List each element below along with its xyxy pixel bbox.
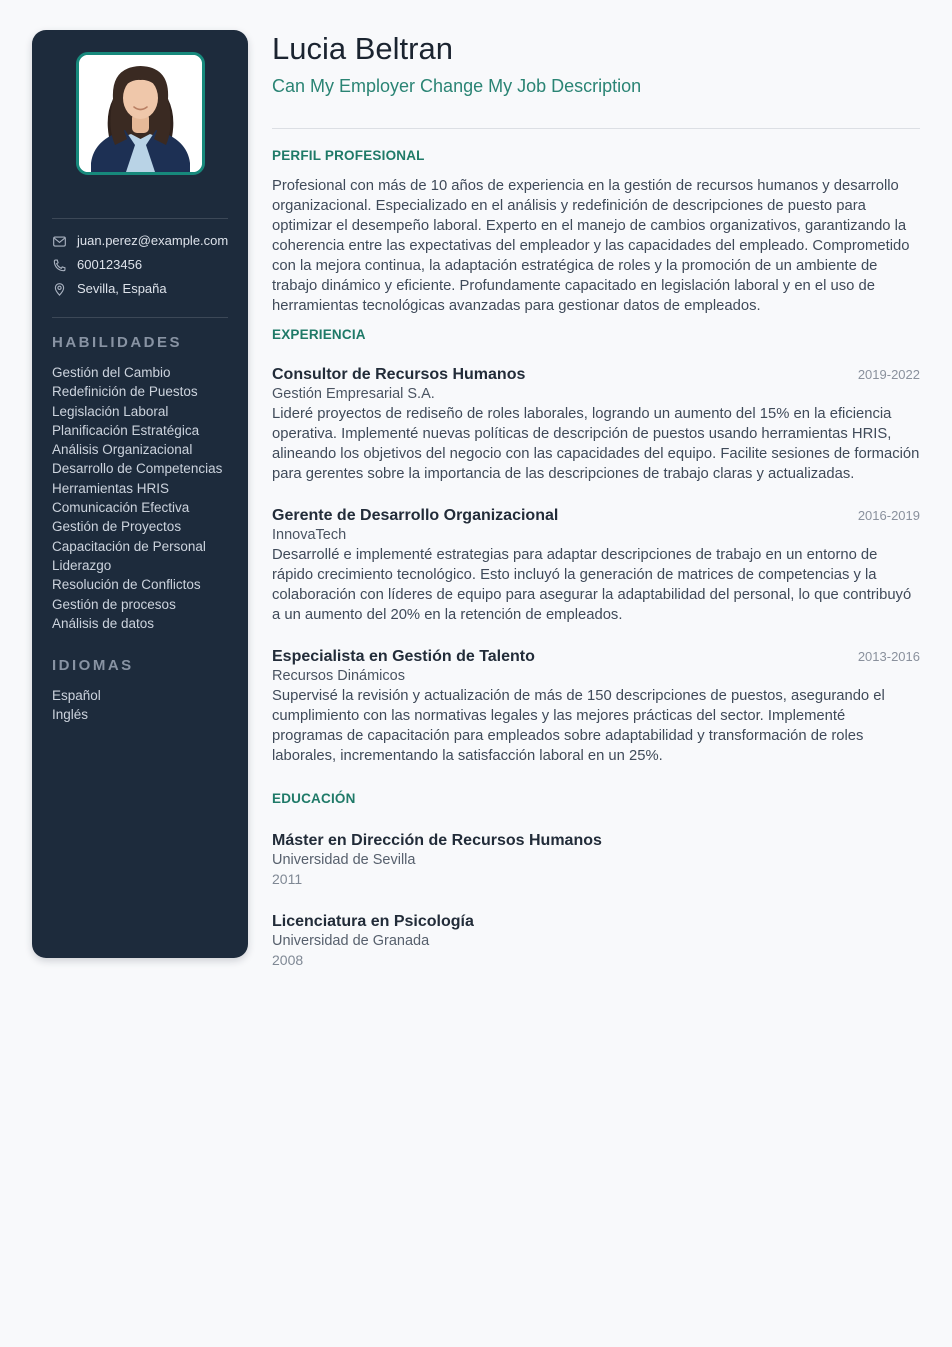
degree-year: 2008: [272, 952, 304, 968]
degree-school: Universidad de Granada: [272, 933, 430, 949]
experience-section-title: EXPERIENCIA: [272, 327, 366, 342]
degree-entry: [272, 912, 920, 969]
job-company: InnovaTech: [272, 527, 347, 543]
contact-location: [52, 281, 228, 297]
languages-heading: IDIOMAS: [52, 657, 134, 675]
degree-year: 2011: [272, 871, 303, 887]
job-title: Especialista en Gestión de Talento: [272, 648, 535, 665]
skill-item: Resolución de Conflictos: [52, 577, 201, 593]
job-header: [272, 647, 920, 667]
contact-section: [52, 233, 228, 297]
skill-item: Herramientas HRIS: [52, 480, 170, 496]
job-header: [272, 365, 920, 385]
contact-phone: [52, 257, 228, 273]
skill-item: Capacitación de Personal: [52, 538, 206, 554]
degree-title: Licenciatura en Psicología: [272, 913, 474, 930]
job-dates: 2013-2016: [857, 649, 920, 664]
header-divider: [272, 128, 920, 129]
job-entry: [272, 365, 920, 484]
job-title: Gerente de Desarrollo Organizacional: [272, 507, 559, 524]
education-section-title: EDUCACIÓN: [272, 791, 356, 806]
degree-school: Universidad de Sevilla: [272, 852, 416, 868]
skill-item: Planificación Estratégica: [52, 422, 200, 438]
skill-item: Legislación Laboral: [52, 403, 169, 419]
contact-email: [52, 233, 228, 249]
job-entry: [272, 506, 920, 625]
skill-item: Análisis Organizacional: [52, 442, 193, 458]
main-content: [272, 30, 920, 969]
phone-icon: [52, 258, 67, 273]
contact-location-text: Sevilla, España: [77, 281, 167, 296]
degree-title: Máster en Dirección de Recursos Humanos: [272, 832, 602, 849]
skill-item: Gestión de Proyectos: [52, 519, 182, 535]
skills-heading: HABILIDADES: [52, 334, 183, 351]
job-company: Gestión Empresarial S.A.: [272, 386, 435, 402]
skill-item: Comunicación Efectiva: [52, 500, 190, 516]
job-company: Recursos Dinámicos: [272, 668, 405, 684]
profile-text: Profesional con más de 10 años de experiencia en la gestión de recursos humanos y desarrollo organizacional. Especializado en el análisis y redefinición de descripciones de puesto para optimizar el desempeño laboral. Experto en el manejo de cambios organizativos, garantizando la coherencia entre las expectativas del empleador y las capacidades del empleado. Comprometido con la mejora continua, la adaptación estratégica de roles y la promoción de un ambiente de trabajo dinámico y eficiente. Profundamente capacitado en legislación laboral y en el uso de herramientas tecnológicas avanzadas para gestionar datos de empleados.: [272, 178, 910, 314]
skill-item: Desarrollo de Competencias: [52, 461, 223, 477]
sidebar-divider-bottom: [52, 317, 228, 318]
resume-subtitle: Can My Employer Change My Job Description: [272, 76, 642, 96]
skill-item: Liderazgo: [52, 557, 112, 573]
skill-item: Gestión del Cambio: [52, 365, 171, 380]
job-title: Consultor de Recursos Humanos: [272, 366, 526, 383]
job-dates: 2016-2019: [857, 508, 920, 523]
sidebar: [32, 30, 248, 958]
sidebar-divider-top: [52, 218, 228, 219]
location-pin-icon: [52, 282, 67, 297]
job-description: Supervisé la revisión y actualización de más de 150 descripciones de puestos, asegurando el cumplimiento con las normativas legales y las mejores prácticas del sector. Implementé programas de capacitación para empleados sobre adaptabilidad y transformación de roles laborales, incrementando la satisfacción laboral en un 25%.: [272, 688, 885, 764]
languages-list: [52, 686, 228, 725]
skill-item: Gestión de procesos: [52, 596, 176, 612]
degree-entry: [272, 831, 920, 888]
skill-item: Redefinición de Puestos: [52, 384, 198, 400]
profile-section-title: PERFIL PROFESIONAL: [272, 148, 425, 163]
job-description: Desarrollé e implementé estrategias para adaptar descripciones de trabajo en un entorno de rápido crecimiento tecnológico. Esto incluyó la generación de matrices de competencias y la colaboración con líderes de equipo para asegurar la adaptabilidad del personal, lo que contribuyó a un aumento del 20% en la retención de empleados.: [272, 547, 912, 623]
candidate-name: Lucia Beltran: [272, 31, 453, 66]
email-icon: [52, 234, 67, 249]
contact-phone-text: 600123456: [77, 257, 143, 272]
language-item: Inglés: [52, 707, 89, 723]
contact-email-text: juan.perez@example.com: [77, 233, 229, 248]
profile-photo: [76, 52, 205, 175]
job-entry: [272, 647, 920, 766]
job-header: [272, 506, 920, 526]
skills-list: [52, 363, 228, 633]
portrait-illustration: [79, 55, 202, 172]
job-description: Lideré proyectos de rediseño de roles laborales, logrando un aumento del 15% en la eficiencia operativa. Implementé nuevas políticas de descripción de puestos usando herramientas HRIS, alineando los objetivos del negocio con las capacidades del equipo. Facilite sesiones de formación para gerentes sobre la importancia de las descripciones de trabajo claras y actualizadas.: [272, 406, 920, 482]
language-item: Español: [52, 688, 101, 704]
skill-item: Análisis de datos: [52, 615, 155, 631]
job-dates: 2019-2022: [857, 367, 920, 382]
